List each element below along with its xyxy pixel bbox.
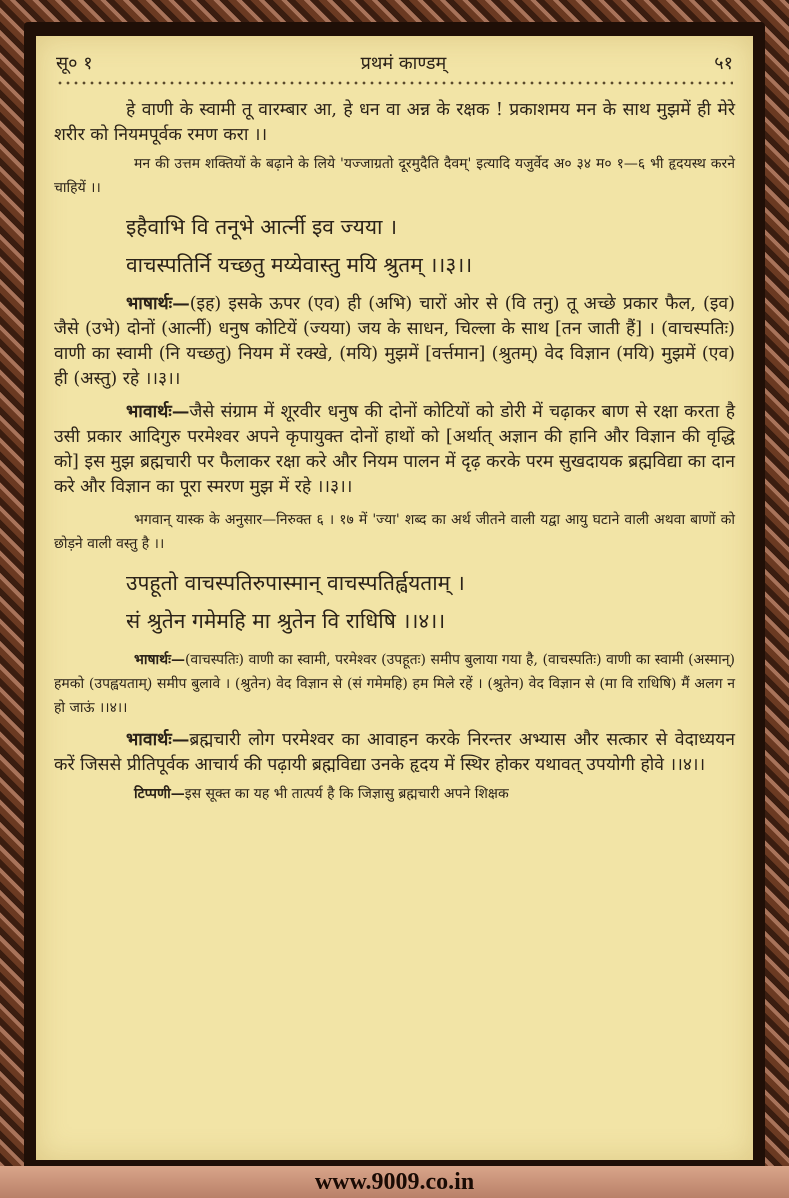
mantra-line: उपहूतो वाचस्पतिरुपास्मान् वाचस्पतिर्ह्वयताम् । (126, 571, 465, 595)
bhasharth-text: (वाचस्पतिः) वाणी का स्वामी, परमेश्वर (उपहूतः) समीप बुलाया गया है, (वाचस्पतिः) वाणी का स्वामी (अस्मान्) हमको (उपह्वयताम्) समीप बुलावे । (श्रुतेन) वेद विज्ञान से (सं गमेमहि) हम मिले रहें । (श्रुतेन) वेद विज्ञान से (मा वि राधिषि) मैं अलग न हो जाऊं ।।४।। (54, 652, 735, 716)
mantra-line: इहैवाभि वि तनूभे आर्त्नी इव ज्यया । (126, 215, 398, 239)
header-divider (56, 80, 733, 86)
mantra-line: सं श्रुतेन गमेमहि मा श्रुतेन वि राधिषि ।।४।। (126, 609, 446, 633)
page-content (54, 98, 735, 806)
bhavarth-label: भावार्थः— (126, 402, 190, 422)
tippani-paragraph (54, 782, 735, 806)
note-paragraph: मन की उत्तम शक्तियों के बढ़ाने के लिये 'यज्जाग्रतो दूरमुदैति दैवम्' इत्यादि यजुर्वेद अ० ३४ म० १—६ भी हृदयस्थ करने चाहियें ।। (54, 156, 735, 196)
tippani-text: इस सूक्त का यह भी तात्पर्य है कि जिज्ञासु ब्रह्मचारी अपने शिक्षक (184, 786, 509, 802)
footer (0, 1166, 789, 1198)
mantra-line: वाचस्पतिर्नि यच्छतु मय्येवास्तु मयि श्रुतम् ।।३।। (126, 253, 473, 277)
kanda-title: प्रथमं काण्डम् (360, 53, 447, 74)
translation-text: हे वाणी के स्वामी तू वारम्बार आ, हे धन वा अन्न के रक्षक ! प्रकाशमय मन के साथ मुझमें ही मेरे शरीर को नियमपूर्वक रमण करा ।। (54, 100, 735, 145)
bhasharth-paragraph (54, 292, 735, 392)
sukta-number: सू० १ (56, 53, 93, 74)
bhavarth-text: जैसे संग्राम में शूरवीर धनुष की दोनों कोटियों को डोरी में चढ़ाकर बाण से रक्षा करता है उसी प्रकार आदिगुरु परमेश्वर अपने कृपायुक्त दोनों हाथों को [अर्थात् अज्ञान की हानि और विज्ञान की वृद्धि को] इस मुझ ब्रह्मचारी पर फैलाकर रक्षा करे और नियम पालन में दृढ़ करके परम सुखदायक ब्रह्मविद्या का दान करे और विज्ञान का पूरा स्मरण मुझ में रहे ।।३।। (54, 402, 735, 497)
bhasharth-label: भाषार्थः— (126, 294, 190, 314)
website-link[interactable]: www.9009.co.in (314, 1168, 475, 1195)
book-page (36, 36, 753, 1160)
bhasharth-label: भाषार्थः— (134, 652, 185, 668)
tippani-label: टिप्पणी— (134, 786, 185, 802)
bhavarth-paragraph (54, 400, 735, 500)
bhavarth-label: भावार्थः— (126, 730, 190, 750)
page-number: ५१ (714, 53, 733, 74)
bhasharth-paragraph (54, 648, 735, 720)
bhasharth-text: (इह) इसके ऊपर (एव) ही (अभि) चारों ओर से (वि तनु) तू अच्छे प्रकार फैल, (इव) जैसे (उभे) दोनों (आर्त्नी) धनुष कोटियें (ज्यया) जय के साधन, चिल्ला के साथ [तन जाती हैं] । (वाचस्पतिः) वाणी का स्वामी (नि यच्छतु) नियम में रक्खे, (मयि) मुझमें [वर्त्तमान] (श्रुतम्) वेद विज्ञान (मयि) मुझमें (एव) ही (अस्तु) रहे ।।३।। (54, 294, 735, 389)
note-paragraph: भगवान् यास्क के अनुसार—निरुक्त ६ । १७ में 'ज्या' शब्द का अर्थ जीतने वाली यद्वा आयु घटाने वाली अथवा बाणों को छोड़ने वाली वस्तु है ।। (54, 512, 735, 552)
page-header (56, 50, 733, 76)
bhavarth-paragraph (54, 728, 735, 778)
bhavarth-text: ब्रह्मचारी लोग परमेश्वर का आवाहन करके निरन्तर अभ्यास और सत्कार से वेदाध्ययन करें जिससे प्रीतिपूर्वक आचार्य की पढ़ायी ब्रह्मविद्या उनके हृदय में स्थिर होकर यथावत् उपयोगी होवे ।।४।। (54, 730, 735, 775)
